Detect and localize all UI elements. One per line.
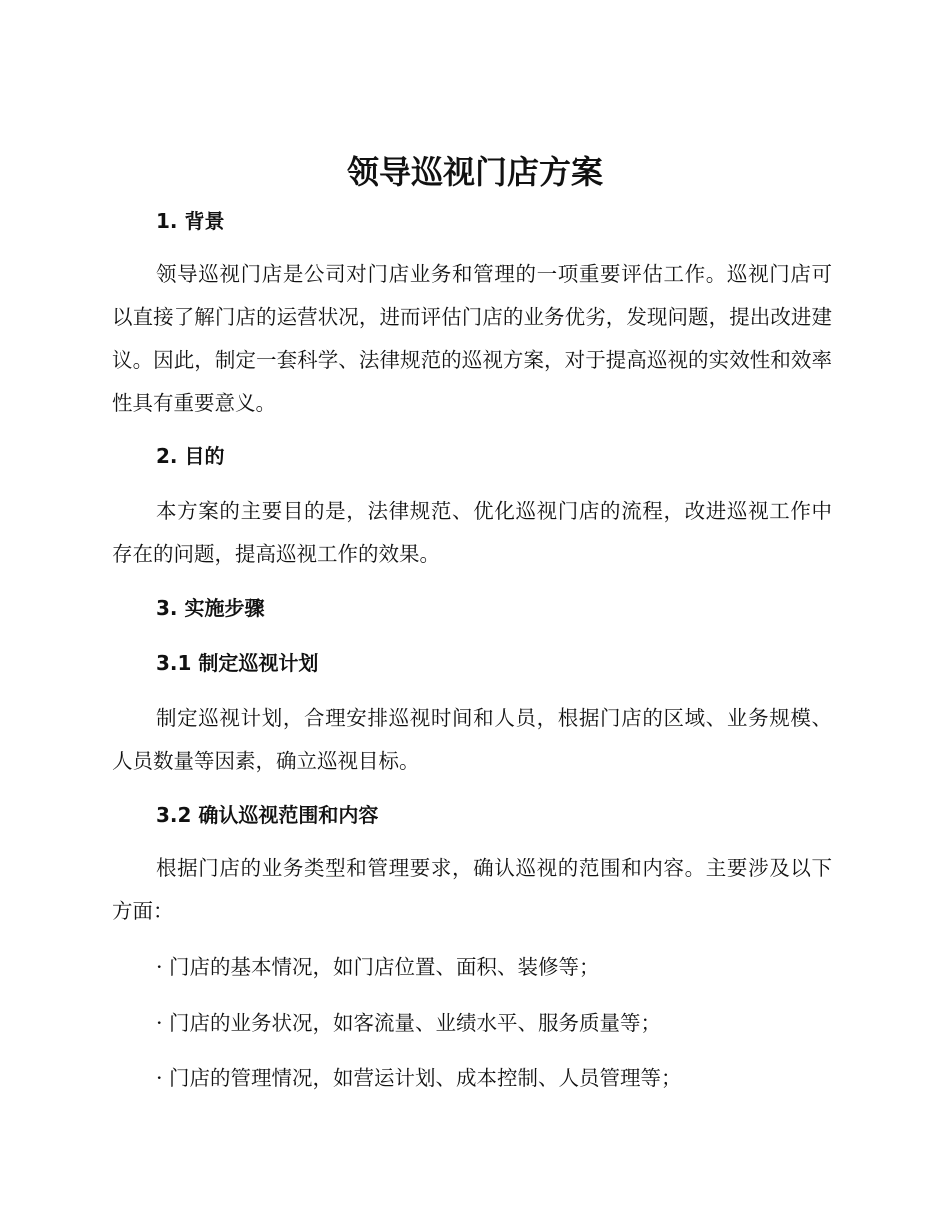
list-item: · 门店的业务状况，如客流量、业绩水平、服务质量等； bbox=[156, 1011, 662, 1035]
document-title: 领导巡视门店方案 bbox=[346, 153, 603, 191]
section-paragraph-purpose: 本方案的主要目的是，法律规范、优化巡视门店的流程，改进巡视工作中存在的问题，提高巡视工作的效果。 bbox=[112, 499, 832, 566]
list-item: · 门店的管理情况，如营运计划、成本控制、人员管理等； bbox=[156, 1066, 682, 1090]
section-heading-purpose: 2. 目的 bbox=[156, 444, 225, 468]
section-heading-background: 1. 背景 bbox=[156, 209, 225, 233]
subsection-paragraph-plan: 制定巡视计划，合理安排巡视时间和人员，根据门店的区域、业务规模、人员数量等因素，确立巡视目标。 bbox=[112, 706, 832, 773]
section-heading-implementation-steps: 3. 实施步骤 bbox=[156, 596, 265, 620]
list-item: · 门店的基本情况，如门店位置、面积、装修等； bbox=[156, 955, 600, 979]
subsection-paragraph-scope: 根据门店的业务类型和管理要求，确认巡视的范围和内容。主要涉及以下方面： bbox=[112, 856, 832, 923]
section-paragraph-background: 领导巡视门店是公司对门店业务和管理的一项重要评估工作。巡视门店可以直接了解门店的运营状况，进而评估门店的业务优劣，发现问题，提出改进建议。因此，制定一套科学、法律规范的巡视方案，对于提高巡视的实效性和效率性具有重要意义。 bbox=[112, 262, 832, 415]
subsection-heading-scope: 3.2 确认巡视范围和内容 bbox=[156, 803, 379, 827]
subsection-heading-plan: 3.1 制定巡视计划 bbox=[156, 651, 319, 675]
